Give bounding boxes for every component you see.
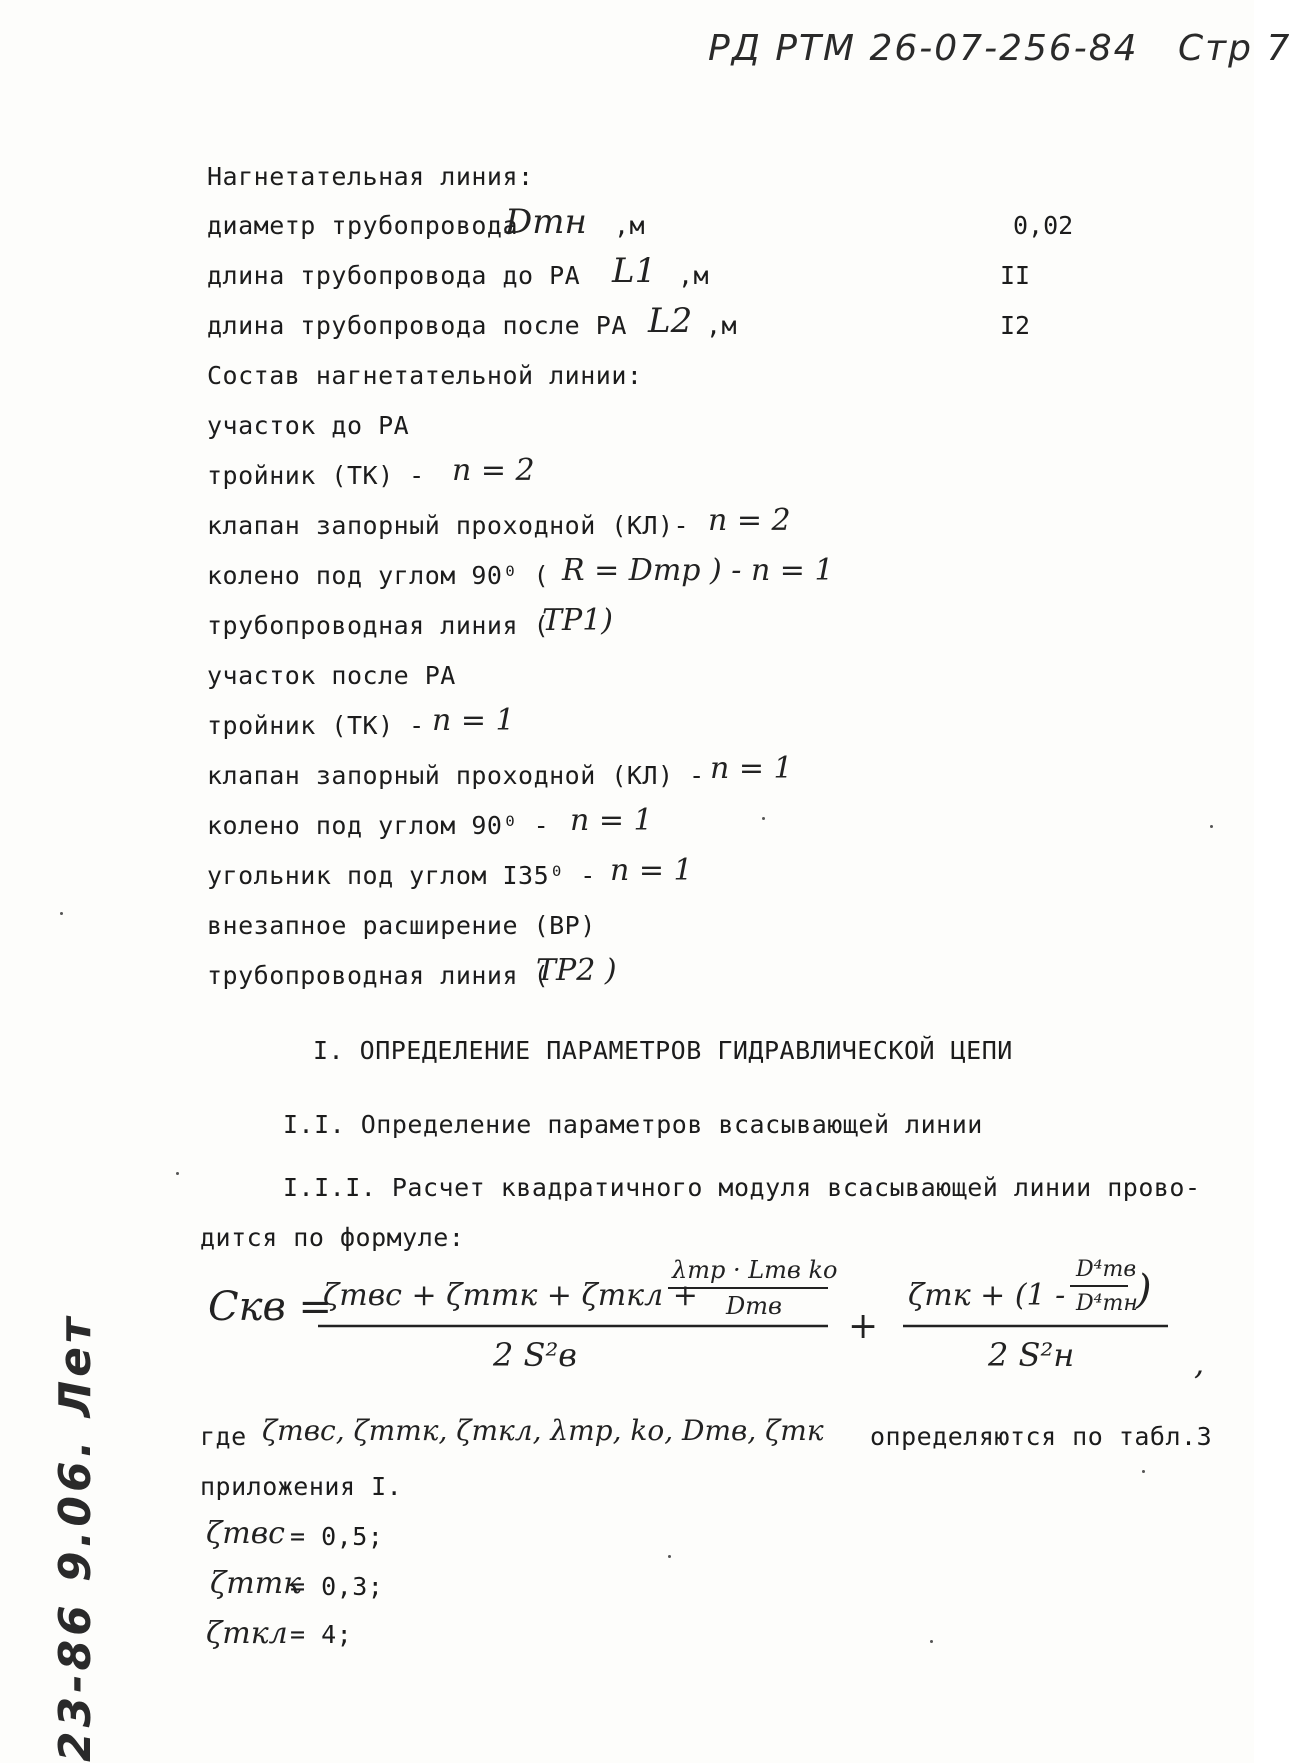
value-symbol: ζттк (210, 1566, 302, 1601)
formula-plus: + (848, 1306, 879, 1347)
page-number: Стр 7 (1178, 28, 1291, 69)
scan-speck (1210, 825, 1213, 828)
param-symbol: L2 (648, 301, 693, 341)
composition-item-hand: n = 1 (570, 803, 653, 838)
composition-item: тройник (ТК) - (207, 711, 425, 740)
scan-speck (60, 912, 63, 915)
composition-item-hand: ТР2 ) (536, 953, 617, 988)
param-unit: ,м (678, 261, 710, 290)
formula-inner-fraction-num: λтр · Lтв kо (672, 1256, 838, 1284)
composition-item: трубопроводная линия ( (207, 961, 550, 990)
formula-ratio-num: D⁴тв (1076, 1257, 1137, 1282)
paragraph-line: дится по формуле: (200, 1223, 465, 1252)
value-text: = 0,5; (290, 1522, 384, 1551)
composition-item-hand: ТР1) (542, 603, 613, 638)
composition-item: участок до РА (207, 411, 410, 440)
param-label: длина трубопровода до РА (207, 261, 581, 290)
where-symbols: ζтвс, ζттк, ζткл, λтр, kо, Dтв, ζтк (262, 1414, 824, 1447)
formula-denominator-1: 2 S²в (493, 1336, 577, 1374)
formula-comma: , (1194, 1344, 1205, 1382)
composition-item: клапан запорный проходной (КЛ)- (207, 511, 690, 540)
param-symbol: L1 (612, 251, 657, 291)
composition-item: трубопроводная линия ( (207, 611, 550, 640)
param-value: 0,02 (1013, 211, 1074, 240)
section-title: I. ОПРЕДЕЛЕНИЕ ПАРАМЕТРОВ ГИДРАВЛИЧЕСКОЙ ЦЕПИ (313, 1036, 1013, 1065)
composition-item: внезапное расширение (ВР) (207, 911, 596, 940)
composition-item: участок после РА (207, 661, 456, 690)
value-text: = 4; (290, 1620, 353, 1649)
composition-item-hand: R = Dтр ) - n = 1 (562, 553, 834, 588)
composition-item: угольник под углом I35⁰ - (207, 861, 596, 890)
composition-item-hand: n = 2 (708, 503, 791, 538)
subsection-title: I.I. Определение параметров всасывающей линии (283, 1110, 983, 1139)
param-unit: ,м (706, 311, 738, 340)
param-label: диаметр трубопровода (207, 211, 519, 240)
formula-close-paren: ) (1136, 1267, 1152, 1313)
scan-speck (668, 1555, 671, 1558)
formula-numerator-1: ζтвс + ζттк + ζткл + (323, 1278, 698, 1313)
where-line2: приложения I. (200, 1472, 403, 1501)
paragraph-line: I.I.I. Расчет квадратичного модуля всасывающей линии прово- (283, 1173, 1201, 1202)
formula-numerator-2: ζтк + (1 - (908, 1278, 1066, 1313)
param-symbol: Dтн (505, 202, 587, 242)
formula-denominator-2: 2 S²н (988, 1336, 1075, 1374)
composition-item-hand: n = 1 (710, 751, 793, 786)
composition-item: колено под углом 90⁰ ( (207, 561, 550, 590)
params-heading: Нагнетательная линия: (207, 162, 534, 191)
composition-item-hand: n = 1 (610, 853, 693, 888)
side-handwritten-stamp: 23-86 9.06. Лет (50, 1313, 101, 1762)
formula-inner-fraction-den: Dтв (726, 1292, 782, 1320)
param-label: длина трубопровода после РА (207, 311, 627, 340)
param-unit: ,м (614, 211, 646, 240)
param-value: II (1000, 261, 1031, 290)
composition-item-hand: n = 1 (432, 703, 515, 738)
formula-canvas (208, 1248, 1208, 1388)
composition-item: колено под углом 90⁰ - (207, 811, 550, 840)
scan-speck (762, 817, 765, 820)
formula-ckv (208, 1248, 1208, 1388)
value-text: = 0,3; (290, 1572, 384, 1601)
composition-item-hand: n = 2 (452, 453, 535, 488)
scan-speck (176, 1172, 179, 1175)
document-header (708, 28, 1291, 69)
scan-speck (930, 1640, 933, 1643)
formula-ratio-den: D⁴тн (1076, 1291, 1138, 1316)
where-prefix: где (200, 1422, 247, 1451)
value-symbol: ζткл (206, 1616, 288, 1651)
param-value: I2 (1000, 311, 1031, 340)
composition-item: клапан запорный проходной (КЛ) - (207, 761, 705, 790)
formula-lhs: Cкв = (208, 1284, 333, 1330)
where-suffix: определяются по табл.3 (870, 1422, 1213, 1451)
scan-speck (1142, 1470, 1145, 1473)
value-symbol: ζтвс (206, 1516, 285, 1551)
composition-heading: Состав нагнетательной линии: (207, 361, 643, 390)
document-code: РД РТМ 26-07-256-84 (708, 28, 1139, 69)
composition-item: тройник (ТК) - (207, 461, 425, 490)
